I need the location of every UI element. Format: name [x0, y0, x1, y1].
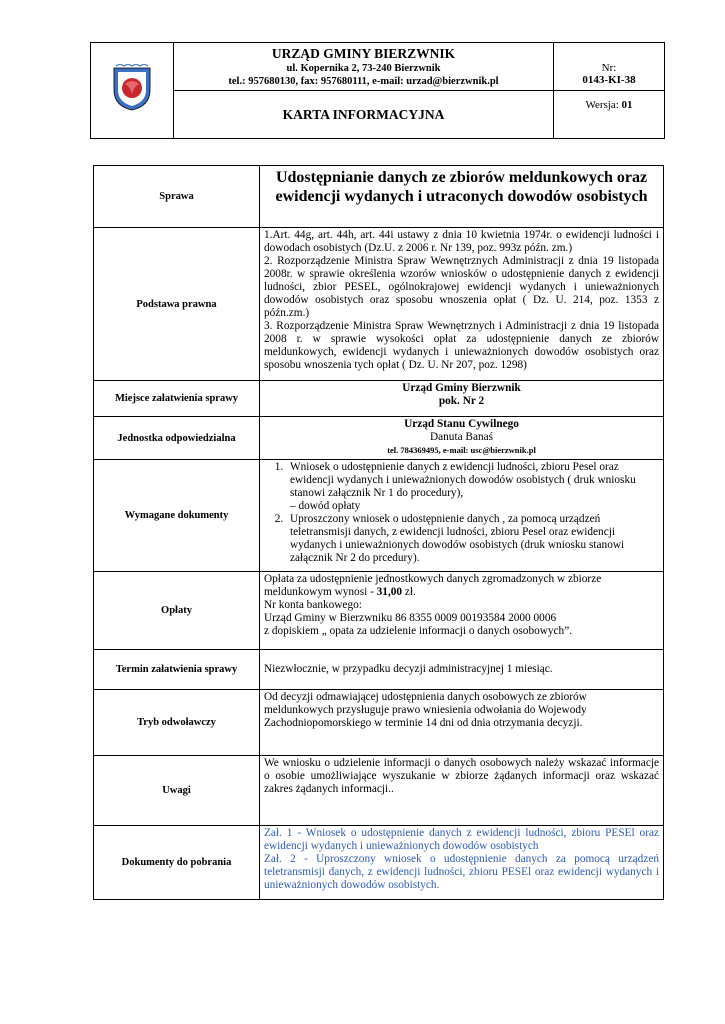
version-label: Wersja: — [585, 99, 619, 111]
row-miejsce — [94, 381, 664, 417]
case-title: Udostępnianie danych ze zbiorów meldunkowych oraz ewidencji wydanych i utraconych dowodów osobistych — [260, 166, 664, 228]
info-table — [93, 165, 664, 900]
row-label: Sprawa — [94, 166, 260, 228]
row-label: Podstawa prawna — [94, 228, 260, 381]
row-tryb — [94, 690, 664, 756]
download-link-1[interactable]: Zał. 1 - Wniosek o udostępnienie danych z ewidencji ludności, zbioru PESEl oraz ewidencji wydanych i unieważnionych dowodów osobistych — [264, 827, 659, 852]
organization-address: ul. Kopernika 2, 73-240 Bierzwnik — [286, 63, 441, 74]
place-line: pok. Nr 2 — [438, 395, 485, 407]
row-label: Termin załatwienia sprawy — [94, 650, 260, 690]
document-number-cell — [554, 43, 665, 91]
card-title-text: KARTA INFORMACYJNA — [282, 106, 445, 122]
row-label: Wymagane dokumenty — [94, 460, 260, 572]
place-of-handling — [260, 381, 664, 417]
organization-cell — [174, 43, 554, 91]
row-label: Opłaty — [94, 572, 260, 650]
unit-name: Urząd Stanu Cywilnego — [404, 418, 519, 430]
organization-contact: tel.: 957680130, fax: 957680111, e-mail: urzad@bierzwnik.pl — [228, 76, 499, 87]
row-sprawa — [94, 166, 664, 228]
header-table — [90, 42, 665, 139]
required-documents-list — [264, 461, 659, 565]
fee-text: Opłata za udostępnienie jednostkowych danych zgromadzonych w zbiorze meldunkowym wynosi - — [264, 573, 602, 598]
list-item-text: Uproszczony wniosek o udostępnienie danych , za pomocą urządzeń teletransmisji danych, z ewidencji ludności, zbioru Pesel oraz ewidencji wydanych i unieważnionych dowodów osobistych (druk wniosku stanowi załącznik Nr 2 do prcedury). — [290, 513, 625, 564]
version-number: 01 — [621, 99, 633, 111]
fee-description — [264, 573, 659, 599]
organization-name: URZĄD GMINY BIERZWNIK — [271, 46, 456, 61]
row-label: Jednostka odpowiedzialna — [94, 417, 260, 460]
legal-basis-item: 3. Rozporządzenie Ministra Spraw Wewnętrznych i Administracji z dnia 19 listopada 2008 r. w sprawie wysokości opłat za udostępnienie danych ze zbiorów meldunkowych, ewidencji wydanych i unieważnionych dowodów osobistych oraz sposobu wnoszenia tych opłat ( Dz. U. Nr 207, poz. 1298) — [264, 320, 659, 371]
document-number-label: Nr: — [601, 62, 617, 74]
document-number: 0143-KI-38 — [582, 74, 636, 86]
row-jednostka — [94, 417, 664, 460]
fee-currency: zł. — [402, 586, 416, 598]
coat-of-arms-icon — [112, 64, 152, 112]
deadline: Niezwłocznie, w przypadku decyzji administracyjnej 1 miesiąc. — [260, 650, 664, 690]
bank-account-label: Nr konta bankowego: — [264, 599, 362, 611]
list-item-extra: – dowód opłaty — [290, 500, 361, 512]
row-uwagi — [94, 756, 664, 826]
version-cell — [554, 91, 665, 139]
notes: We wniosku o udzielenie informacji o danych osobowych należy wskazać informacje o osobie umożliwiające wyszukanie w zbiorze żądanych informacji oraz wskazać zakres żądanych informacji.. — [260, 756, 664, 826]
required-documents — [260, 460, 664, 572]
list-item-text: Wniosek o udostępnienie danych z ewidencji ludności, zbioru Pesel oraz ewidencji wydanych i unieważnionych dowodów osobistych ( druk wniosku stanowi załącznik Nr 1 do procedury), — [290, 461, 636, 499]
row-oplaty — [94, 572, 664, 650]
row-label: Uwagi — [94, 756, 260, 826]
row-label: Dokumenty do pobrania — [94, 826, 260, 900]
unit-person: Danuta Banaś — [429, 431, 494, 443]
responsible-unit — [260, 417, 664, 460]
fees — [260, 572, 664, 650]
row-wymagane-dokumenty — [94, 460, 664, 572]
row-termin — [94, 650, 664, 690]
bank-account: Urząd Gminy w Bierzwniku 86 8355 0009 00193584 2000 0006 — [264, 612, 557, 624]
row-podstawa-prawna — [94, 228, 664, 381]
legal-basis-item: 2. Rozporządzenie Ministra Spraw Wewnętrznych Administracji z dnia 19 listopada 2008r. w sprawie określenia wzorów wniosków o udostępnienie danych z ewidencji ludności, zbior PESEL, ogólnokrajowej ewidencji wydanych i unieważnionych dowodów osobistych oraz sposobu wnoszenia opłat ( Dz. U. 214, poz. 1353 z późn.zm.) — [264, 255, 659, 319]
place-line: Urząd Gminy Bierzwnik — [402, 382, 521, 394]
row-label: Miejsce załatwienia sprawy — [94, 381, 260, 417]
appeal-procedure: Od decyzji odmawiającej udostępnienia danych osobowych ze zbiorów meldunkowych przysługuje prawo wniesienia odwołania do Wojewody Zachodniopomorskiego w terminie 14 dni od dnia otrzymania decyzji. — [260, 690, 664, 756]
unit-contact: tel. 784369495, e-mail: usc@bierzwnik.pl — [387, 445, 536, 455]
downloads — [260, 826, 664, 900]
legal-basis-item: 1.Art. 44g, art. 44h, art. 44i ustawy z dnia 10 kwietnia 1974r. o ewidencji ludności i dowodach osobistych (Dz.U. z 2006 r. Nr 139, poz. 993z późn. zm.) — [264, 229, 659, 254]
list-item — [286, 513, 659, 565]
row-label: Tryb odwoławczy — [94, 690, 260, 756]
logo-cell — [91, 43, 174, 139]
row-do-pobrania — [94, 826, 664, 900]
download-link-2[interactable]: Zał. 2 - Uproszczony wniosek o udostępnienie danych za pomocą urządzeń teletransmisji danych, z ewidencji ludności, zbioru PESEl oraz ewidencji wydanych i unieważnionych dowodów osobistych. — [264, 853, 659, 891]
card-title — [174, 91, 554, 139]
list-item — [286, 461, 659, 513]
payment-note: z dopiskiem „ opata za udzielenie informacji o danych osobowych”. — [264, 625, 573, 637]
legal-basis — [260, 228, 664, 381]
fee-amount: 31,00 — [376, 586, 403, 598]
